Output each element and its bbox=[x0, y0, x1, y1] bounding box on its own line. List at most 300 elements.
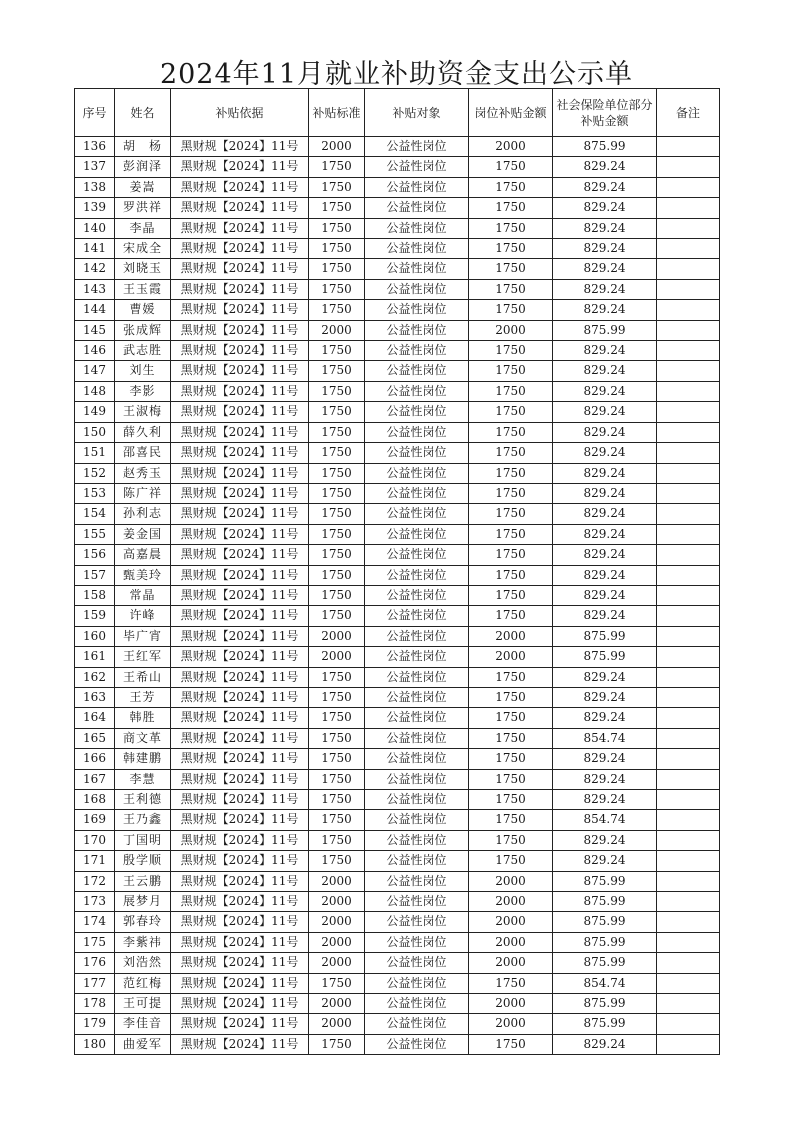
table-row bbox=[75, 320, 720, 340]
serial-cell: 149 bbox=[75, 402, 115, 422]
basis-cell: 黑财规【2024】11号 bbox=[171, 647, 309, 667]
serial-cell: 166 bbox=[75, 749, 115, 769]
insurance-subsidy-cell: 829.24 bbox=[553, 790, 657, 810]
name-cell: 王乃鑫 bbox=[115, 810, 171, 830]
table-row bbox=[75, 422, 720, 442]
basis-cell: 黑财规【2024】11号 bbox=[171, 749, 309, 769]
remarks-cell bbox=[657, 728, 720, 748]
standard-cell: 1750 bbox=[309, 177, 365, 197]
insurance-subsidy-cell: 829.24 bbox=[553, 381, 657, 401]
basis-cell: 黑财规【2024】11号 bbox=[171, 279, 309, 299]
remarks-cell bbox=[657, 953, 720, 973]
standard-cell: 1750 bbox=[309, 565, 365, 585]
name-cell: 高嘉晨 bbox=[115, 545, 171, 565]
remarks-cell bbox=[657, 626, 720, 646]
target-cell: 公益性岗位 bbox=[365, 341, 469, 361]
post-subsidy-cell: 2000 bbox=[469, 994, 553, 1014]
target-cell: 公益性岗位 bbox=[365, 769, 469, 789]
remarks-cell bbox=[657, 341, 720, 361]
remarks-cell bbox=[657, 973, 720, 993]
table-row bbox=[75, 708, 720, 728]
post-subsidy-cell: 1750 bbox=[469, 565, 553, 585]
remarks-cell bbox=[657, 239, 720, 259]
table-row bbox=[75, 830, 720, 850]
insurance-subsidy-cell: 829.24 bbox=[553, 524, 657, 544]
post-subsidy-cell: 1750 bbox=[469, 687, 553, 707]
standard-cell: 1750 bbox=[309, 545, 365, 565]
post-subsidy-cell: 1750 bbox=[469, 443, 553, 463]
name-cell: 罗洪祥 bbox=[115, 198, 171, 218]
serial-cell: 172 bbox=[75, 871, 115, 891]
serial-cell: 151 bbox=[75, 443, 115, 463]
post-subsidy-cell: 2000 bbox=[469, 953, 553, 973]
standard-cell: 1750 bbox=[309, 524, 365, 544]
basis-cell: 黑财规【2024】11号 bbox=[171, 565, 309, 585]
basis-cell: 黑财规【2024】11号 bbox=[171, 830, 309, 850]
basis-cell: 黑财规【2024】11号 bbox=[171, 259, 309, 279]
post-subsidy-cell: 1750 bbox=[469, 483, 553, 503]
table-row bbox=[75, 1034, 720, 1054]
remarks-cell bbox=[657, 1014, 720, 1034]
table-row bbox=[75, 259, 720, 279]
insurance-subsidy-cell: 829.24 bbox=[553, 749, 657, 769]
post-subsidy-cell: 1750 bbox=[469, 218, 553, 238]
header-serial: 序号 bbox=[75, 89, 115, 137]
serial-cell: 170 bbox=[75, 830, 115, 850]
name-cell: 姜金国 bbox=[115, 524, 171, 544]
standard-cell: 2000 bbox=[309, 320, 365, 340]
standard-cell: 1750 bbox=[309, 851, 365, 871]
name-cell: 李佳音 bbox=[115, 1014, 171, 1034]
basis-cell: 黑财规【2024】11号 bbox=[171, 606, 309, 626]
target-cell: 公益性岗位 bbox=[365, 157, 469, 177]
serial-cell: 176 bbox=[75, 953, 115, 973]
remarks-cell bbox=[657, 810, 720, 830]
table-row bbox=[75, 157, 720, 177]
remarks-cell bbox=[657, 749, 720, 769]
target-cell: 公益性岗位 bbox=[365, 790, 469, 810]
remarks-cell bbox=[657, 504, 720, 524]
target-cell: 公益性岗位 bbox=[365, 198, 469, 218]
post-subsidy-cell: 2000 bbox=[469, 912, 553, 932]
remarks-cell bbox=[657, 647, 720, 667]
name-cell: 胡 杨 bbox=[115, 137, 171, 157]
basis-cell: 黑财规【2024】11号 bbox=[171, 790, 309, 810]
name-cell: 甄美玲 bbox=[115, 565, 171, 585]
name-cell: 王云鹏 bbox=[115, 871, 171, 891]
post-subsidy-cell: 2000 bbox=[469, 647, 553, 667]
insurance-subsidy-cell: 829.24 bbox=[553, 341, 657, 361]
name-cell: 常晶 bbox=[115, 585, 171, 605]
standard-cell: 1750 bbox=[309, 790, 365, 810]
post-subsidy-cell: 2000 bbox=[469, 320, 553, 340]
target-cell: 公益性岗位 bbox=[365, 728, 469, 748]
name-cell: 许峰 bbox=[115, 606, 171, 626]
target-cell: 公益性岗位 bbox=[365, 810, 469, 830]
post-subsidy-cell: 2000 bbox=[469, 871, 553, 891]
insurance-subsidy-cell: 829.24 bbox=[553, 300, 657, 320]
serial-cell: 139 bbox=[75, 198, 115, 218]
basis-cell: 黑财规【2024】11号 bbox=[171, 953, 309, 973]
table-body bbox=[75, 137, 720, 1055]
standard-cell: 2000 bbox=[309, 892, 365, 912]
standard-cell: 1750 bbox=[309, 279, 365, 299]
target-cell: 公益性岗位 bbox=[365, 565, 469, 585]
serial-cell: 163 bbox=[75, 687, 115, 707]
target-cell: 公益性岗位 bbox=[365, 463, 469, 483]
post-subsidy-cell: 2000 bbox=[469, 626, 553, 646]
name-cell: 毕广宵 bbox=[115, 626, 171, 646]
standard-cell: 2000 bbox=[309, 932, 365, 952]
basis-cell: 黑财规【2024】11号 bbox=[171, 687, 309, 707]
table-row bbox=[75, 239, 720, 259]
serial-cell: 177 bbox=[75, 973, 115, 993]
target-cell: 公益性岗位 bbox=[365, 300, 469, 320]
remarks-cell bbox=[657, 198, 720, 218]
table-row bbox=[75, 851, 720, 871]
remarks-cell bbox=[657, 177, 720, 197]
remarks-cell bbox=[657, 320, 720, 340]
basis-cell: 黑财规【2024】11号 bbox=[171, 769, 309, 789]
insurance-subsidy-cell: 829.24 bbox=[553, 198, 657, 218]
insurance-subsidy-cell: 829.24 bbox=[553, 708, 657, 728]
name-cell: 王红军 bbox=[115, 647, 171, 667]
table-row bbox=[75, 626, 720, 646]
post-subsidy-cell: 2000 bbox=[469, 892, 553, 912]
target-cell: 公益性岗位 bbox=[365, 1014, 469, 1034]
remarks-cell bbox=[657, 606, 720, 626]
table-row bbox=[75, 871, 720, 891]
standard-cell: 1750 bbox=[309, 259, 365, 279]
serial-cell: 152 bbox=[75, 463, 115, 483]
name-cell: 郭春玲 bbox=[115, 912, 171, 932]
serial-cell: 142 bbox=[75, 259, 115, 279]
remarks-cell bbox=[657, 708, 720, 728]
table-row bbox=[75, 565, 720, 585]
name-cell: 韩建鹏 bbox=[115, 749, 171, 769]
table-row bbox=[75, 463, 720, 483]
basis-cell: 黑财规【2024】11号 bbox=[171, 626, 309, 646]
standard-cell: 1750 bbox=[309, 218, 365, 238]
serial-cell: 155 bbox=[75, 524, 115, 544]
target-cell: 公益性岗位 bbox=[365, 932, 469, 952]
target-cell: 公益性岗位 bbox=[365, 381, 469, 401]
standard-cell: 1750 bbox=[309, 361, 365, 381]
post-subsidy-cell: 1750 bbox=[469, 504, 553, 524]
post-subsidy-cell: 1750 bbox=[469, 300, 553, 320]
name-cell: 范红梅 bbox=[115, 973, 171, 993]
serial-cell: 157 bbox=[75, 565, 115, 585]
serial-cell: 164 bbox=[75, 708, 115, 728]
serial-cell: 162 bbox=[75, 667, 115, 687]
insurance-subsidy-cell: 829.24 bbox=[553, 157, 657, 177]
name-cell: 王淑梅 bbox=[115, 402, 171, 422]
standard-cell: 1750 bbox=[309, 443, 365, 463]
target-cell: 公益性岗位 bbox=[365, 626, 469, 646]
basis-cell: 黑财规【2024】11号 bbox=[171, 504, 309, 524]
name-cell: 展梦月 bbox=[115, 892, 171, 912]
basis-cell: 黑财规【2024】11号 bbox=[171, 320, 309, 340]
basis-cell: 黑财规【2024】11号 bbox=[171, 667, 309, 687]
remarks-cell bbox=[657, 585, 720, 605]
basis-cell: 黑财规【2024】11号 bbox=[171, 341, 309, 361]
table-row bbox=[75, 177, 720, 197]
insurance-subsidy-cell: 829.24 bbox=[553, 483, 657, 503]
table-row bbox=[75, 402, 720, 422]
table-row bbox=[75, 687, 720, 707]
name-cell: 张成辉 bbox=[115, 320, 171, 340]
remarks-cell bbox=[657, 830, 720, 850]
insurance-subsidy-cell: 829.24 bbox=[553, 667, 657, 687]
post-subsidy-cell: 1750 bbox=[469, 157, 553, 177]
standard-cell: 2000 bbox=[309, 953, 365, 973]
serial-cell: 171 bbox=[75, 851, 115, 871]
target-cell: 公益性岗位 bbox=[365, 708, 469, 728]
table-row bbox=[75, 892, 720, 912]
target-cell: 公益性岗位 bbox=[365, 402, 469, 422]
serial-cell: 160 bbox=[75, 626, 115, 646]
target-cell: 公益性岗位 bbox=[365, 361, 469, 381]
serial-cell: 137 bbox=[75, 157, 115, 177]
remarks-cell bbox=[657, 912, 720, 932]
serial-cell: 140 bbox=[75, 218, 115, 238]
table-row bbox=[75, 667, 720, 687]
basis-cell: 黑财规【2024】11号 bbox=[171, 463, 309, 483]
standard-cell: 1750 bbox=[309, 687, 365, 707]
table-row bbox=[75, 912, 720, 932]
standard-cell: 1750 bbox=[309, 810, 365, 830]
table-row bbox=[75, 953, 720, 973]
name-cell: 陈广祥 bbox=[115, 483, 171, 503]
target-cell: 公益性岗位 bbox=[365, 585, 469, 605]
standard-cell: 2000 bbox=[309, 912, 365, 932]
remarks-cell bbox=[657, 769, 720, 789]
post-subsidy-cell: 1750 bbox=[469, 279, 553, 299]
serial-cell: 173 bbox=[75, 892, 115, 912]
serial-cell: 144 bbox=[75, 300, 115, 320]
basis-cell: 黑财规【2024】11号 bbox=[171, 422, 309, 442]
table-row bbox=[75, 300, 720, 320]
table-row bbox=[75, 932, 720, 952]
target-cell: 公益性岗位 bbox=[365, 177, 469, 197]
remarks-cell bbox=[657, 892, 720, 912]
name-cell: 商文革 bbox=[115, 728, 171, 748]
post-subsidy-cell: 1750 bbox=[469, 463, 553, 483]
basis-cell: 黑财规【2024】11号 bbox=[171, 1014, 309, 1034]
table-row bbox=[75, 218, 720, 238]
basis-cell: 黑财规【2024】11号 bbox=[171, 218, 309, 238]
insurance-subsidy-cell: 829.24 bbox=[553, 606, 657, 626]
target-cell: 公益性岗位 bbox=[365, 320, 469, 340]
target-cell: 公益性岗位 bbox=[365, 851, 469, 871]
serial-cell: 178 bbox=[75, 994, 115, 1014]
serial-cell: 179 bbox=[75, 1014, 115, 1034]
insurance-subsidy-cell: 875.99 bbox=[553, 912, 657, 932]
insurance-subsidy-cell: 829.24 bbox=[553, 565, 657, 585]
basis-cell: 黑财规【2024】11号 bbox=[171, 177, 309, 197]
target-cell: 公益性岗位 bbox=[365, 259, 469, 279]
serial-cell: 141 bbox=[75, 239, 115, 259]
name-cell: 李晶 bbox=[115, 218, 171, 238]
insurance-subsidy-cell: 829.24 bbox=[553, 239, 657, 259]
table-row bbox=[75, 279, 720, 299]
basis-cell: 黑财规【2024】11号 bbox=[171, 994, 309, 1014]
name-cell: 邵喜民 bbox=[115, 443, 171, 463]
insurance-subsidy-cell: 829.24 bbox=[553, 259, 657, 279]
name-cell: 韩胜 bbox=[115, 708, 171, 728]
post-subsidy-cell: 2000 bbox=[469, 137, 553, 157]
insurance-subsidy-cell: 829.24 bbox=[553, 1034, 657, 1054]
target-cell: 公益性岗位 bbox=[365, 749, 469, 769]
remarks-cell bbox=[657, 667, 720, 687]
name-cell: 刘晓玉 bbox=[115, 259, 171, 279]
post-subsidy-cell: 1750 bbox=[469, 545, 553, 565]
insurance-subsidy-cell: 854.74 bbox=[553, 810, 657, 830]
serial-cell: 148 bbox=[75, 381, 115, 401]
table-row bbox=[75, 749, 720, 769]
insurance-subsidy-cell: 854.74 bbox=[553, 728, 657, 748]
remarks-cell bbox=[657, 790, 720, 810]
table-row bbox=[75, 994, 720, 1014]
remarks-cell bbox=[657, 300, 720, 320]
target-cell: 公益性岗位 bbox=[365, 524, 469, 544]
table-row bbox=[75, 361, 720, 381]
remarks-cell bbox=[657, 218, 720, 238]
post-subsidy-cell: 1750 bbox=[469, 810, 553, 830]
basis-cell: 黑财规【2024】11号 bbox=[171, 1034, 309, 1054]
insurance-subsidy-cell: 829.24 bbox=[553, 422, 657, 442]
standard-cell: 1750 bbox=[309, 708, 365, 728]
table-header-row bbox=[75, 89, 720, 137]
remarks-cell bbox=[657, 545, 720, 565]
basis-cell: 黑财规【2024】11号 bbox=[171, 892, 309, 912]
insurance-subsidy-cell: 875.99 bbox=[553, 320, 657, 340]
serial-cell: 175 bbox=[75, 932, 115, 952]
insurance-subsidy-cell: 829.24 bbox=[553, 687, 657, 707]
subsidy-table bbox=[74, 88, 720, 1055]
insurance-subsidy-cell: 829.24 bbox=[553, 463, 657, 483]
target-cell: 公益性岗位 bbox=[365, 973, 469, 993]
insurance-subsidy-cell: 854.74 bbox=[553, 973, 657, 993]
table-row bbox=[75, 341, 720, 361]
name-cell: 王利德 bbox=[115, 790, 171, 810]
post-subsidy-cell: 1750 bbox=[469, 708, 553, 728]
table-row bbox=[75, 973, 720, 993]
standard-cell: 1750 bbox=[309, 239, 365, 259]
header-post-subsidy: 岗位补贴金额 bbox=[469, 89, 553, 137]
serial-cell: 146 bbox=[75, 341, 115, 361]
post-subsidy-cell: 1750 bbox=[469, 381, 553, 401]
name-cell: 赵秀玉 bbox=[115, 463, 171, 483]
basis-cell: 黑财规【2024】11号 bbox=[171, 912, 309, 932]
standard-cell: 1750 bbox=[309, 830, 365, 850]
name-cell: 薛久利 bbox=[115, 422, 171, 442]
insurance-subsidy-cell: 829.24 bbox=[553, 361, 657, 381]
post-subsidy-cell: 1750 bbox=[469, 198, 553, 218]
remarks-cell bbox=[657, 259, 720, 279]
insurance-subsidy-cell: 829.24 bbox=[553, 545, 657, 565]
serial-cell: 138 bbox=[75, 177, 115, 197]
name-cell: 武志胜 bbox=[115, 341, 171, 361]
header-target: 补贴对象 bbox=[365, 89, 469, 137]
header-insurance-subsidy: 社会保险单位部分补贴金额 bbox=[553, 89, 657, 137]
serial-cell: 167 bbox=[75, 769, 115, 789]
post-subsidy-cell: 1750 bbox=[469, 667, 553, 687]
target-cell: 公益性岗位 bbox=[365, 606, 469, 626]
target-cell: 公益性岗位 bbox=[365, 239, 469, 259]
post-subsidy-cell: 1750 bbox=[469, 361, 553, 381]
post-subsidy-cell: 2000 bbox=[469, 932, 553, 952]
standard-cell: 1750 bbox=[309, 769, 365, 789]
post-subsidy-cell: 1750 bbox=[469, 851, 553, 871]
basis-cell: 黑财规【2024】11号 bbox=[171, 361, 309, 381]
basis-cell: 黑财规【2024】11号 bbox=[171, 851, 309, 871]
basis-cell: 黑财规【2024】11号 bbox=[171, 524, 309, 544]
standard-cell: 1750 bbox=[309, 749, 365, 769]
post-subsidy-cell: 2000 bbox=[469, 1014, 553, 1034]
remarks-cell bbox=[657, 422, 720, 442]
basis-cell: 黑财规【2024】11号 bbox=[171, 585, 309, 605]
standard-cell: 1750 bbox=[309, 381, 365, 401]
remarks-cell bbox=[657, 137, 720, 157]
post-subsidy-cell: 1750 bbox=[469, 749, 553, 769]
insurance-subsidy-cell: 875.99 bbox=[553, 892, 657, 912]
target-cell: 公益性岗位 bbox=[365, 912, 469, 932]
insurance-subsidy-cell: 829.24 bbox=[553, 218, 657, 238]
target-cell: 公益性岗位 bbox=[365, 137, 469, 157]
table-row bbox=[75, 381, 720, 401]
insurance-subsidy-cell: 829.24 bbox=[553, 769, 657, 789]
table-row bbox=[75, 769, 720, 789]
table-row bbox=[75, 504, 720, 524]
name-cell: 宋成全 bbox=[115, 239, 171, 259]
standard-cell: 1750 bbox=[309, 422, 365, 442]
serial-cell: 180 bbox=[75, 1034, 115, 1054]
standard-cell: 2000 bbox=[309, 994, 365, 1014]
serial-cell: 154 bbox=[75, 504, 115, 524]
remarks-cell bbox=[657, 443, 720, 463]
insurance-subsidy-cell: 875.99 bbox=[553, 953, 657, 973]
standard-cell: 1750 bbox=[309, 973, 365, 993]
remarks-cell bbox=[657, 994, 720, 1014]
name-cell: 王可提 bbox=[115, 994, 171, 1014]
name-cell: 丁国明 bbox=[115, 830, 171, 850]
header-standard: 补贴标准 bbox=[309, 89, 365, 137]
insurance-subsidy-cell: 875.99 bbox=[553, 137, 657, 157]
insurance-subsidy-cell: 875.99 bbox=[553, 871, 657, 891]
name-cell: 姜嵩 bbox=[115, 177, 171, 197]
page-title: 2024年11月就业补助资金支出公示单 bbox=[159, 59, 634, 90]
basis-cell: 黑财规【2024】11号 bbox=[171, 137, 309, 157]
serial-cell: 169 bbox=[75, 810, 115, 830]
basis-cell: 黑财规【2024】11号 bbox=[171, 483, 309, 503]
insurance-subsidy-cell: 875.99 bbox=[553, 647, 657, 667]
header-basis: 补贴依据 bbox=[171, 89, 309, 137]
basis-cell: 黑财规【2024】11号 bbox=[171, 300, 309, 320]
insurance-subsidy-cell: 829.24 bbox=[553, 851, 657, 871]
post-subsidy-cell: 1750 bbox=[469, 606, 553, 626]
header-name: 姓名 bbox=[115, 89, 171, 137]
basis-cell: 黑财规【2024】11号 bbox=[171, 708, 309, 728]
name-cell: 曹媛 bbox=[115, 300, 171, 320]
target-cell: 公益性岗位 bbox=[365, 279, 469, 299]
remarks-cell bbox=[657, 402, 720, 422]
name-cell: 彭润泽 bbox=[115, 157, 171, 177]
post-subsidy-cell: 1750 bbox=[469, 585, 553, 605]
serial-cell: 145 bbox=[75, 320, 115, 340]
table-row bbox=[75, 137, 720, 157]
serial-cell: 159 bbox=[75, 606, 115, 626]
